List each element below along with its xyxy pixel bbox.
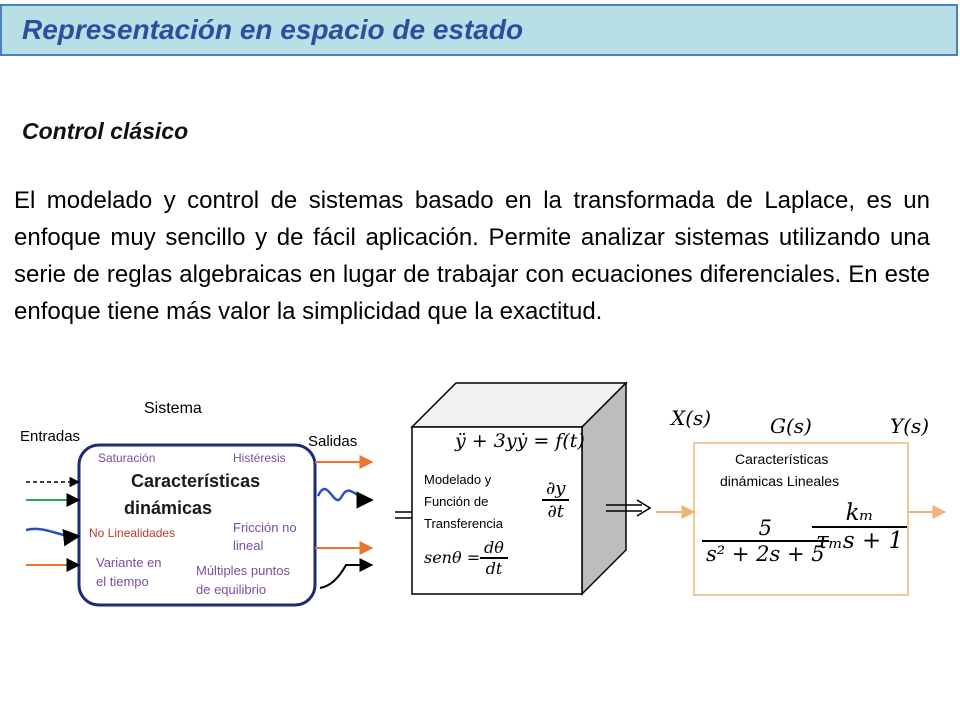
tf1-denominator: s² + 2s + 5 [706,542,825,566]
xs-label: X(s) [671,406,712,430]
tf2-fraction [812,500,907,554]
deriv-denominator: ∂t [547,501,565,522]
model-label-line1: Modelado y [424,472,492,487]
double-arrow-head [637,500,650,516]
saturacion-label: Saturación [98,451,156,465]
sin-denominator: dt [485,559,503,578]
tf1-numerator: 5 [758,516,772,540]
deriv-numerator: ∂y [546,478,566,499]
sin-fraction [480,538,508,578]
deriv-fraction [542,478,569,522]
linear-label-line1: Características [735,451,829,467]
sin-lhs: senθ = [424,548,481,567]
page-title: Representación en espacio de estado [22,14,524,45]
body-paragraph: El modelado y control de sistemas basado en la transformada de Laplace, es un enfoque muy sencillo y de fácil aplicación. Permite analizar sistemas utilizando una serie de reglas algebraicas en lugar de trabajar con ecuaciones diferenciales. En este enfoque tiene más valor la simplicidad que la exactitud. [14,187,930,325]
gs-label: G(s) [770,414,812,438]
variante-line1: Variante en [96,555,162,570]
section-subtitle: Control clásico [22,118,189,144]
model-equation: ÿ + 3yẏ = f(t) [455,430,585,452]
center-title-line1: Características [131,471,261,491]
friccion-line2: lineal [233,538,264,553]
output-arrow-wave [318,489,372,500]
model-label-line3: Transferencia [424,516,503,531]
output-arrow-curve [320,565,372,588]
tf2-numerator: kₘ [845,500,874,526]
multiples-line2: de equilibrio [196,582,267,597]
input-arrow-blue [26,529,79,536]
salidas-label: Salidas [308,433,358,450]
linear-label-line2: dinámicas Lineales [720,473,840,489]
variante-line2: el tiempo [96,574,149,589]
sistema-label: Sistema [144,400,202,417]
center-title-line2: dinámicas [124,498,213,518]
sin-numerator: dθ [484,538,504,557]
no-linealidades-label: No Linealidades [89,526,176,540]
entradas-label: Entradas [20,428,81,445]
multiples-line1: Múltiples puntos [196,563,290,578]
histeresis-label: Histéresis [233,451,286,465]
ys-label: Y(s) [890,414,930,438]
model-label-line2: Función de [424,494,489,509]
friccion-line1: Fricción no [233,520,297,535]
tf1-fraction [702,516,829,566]
tf2-denominator: τₘs + 1 [816,528,904,554]
